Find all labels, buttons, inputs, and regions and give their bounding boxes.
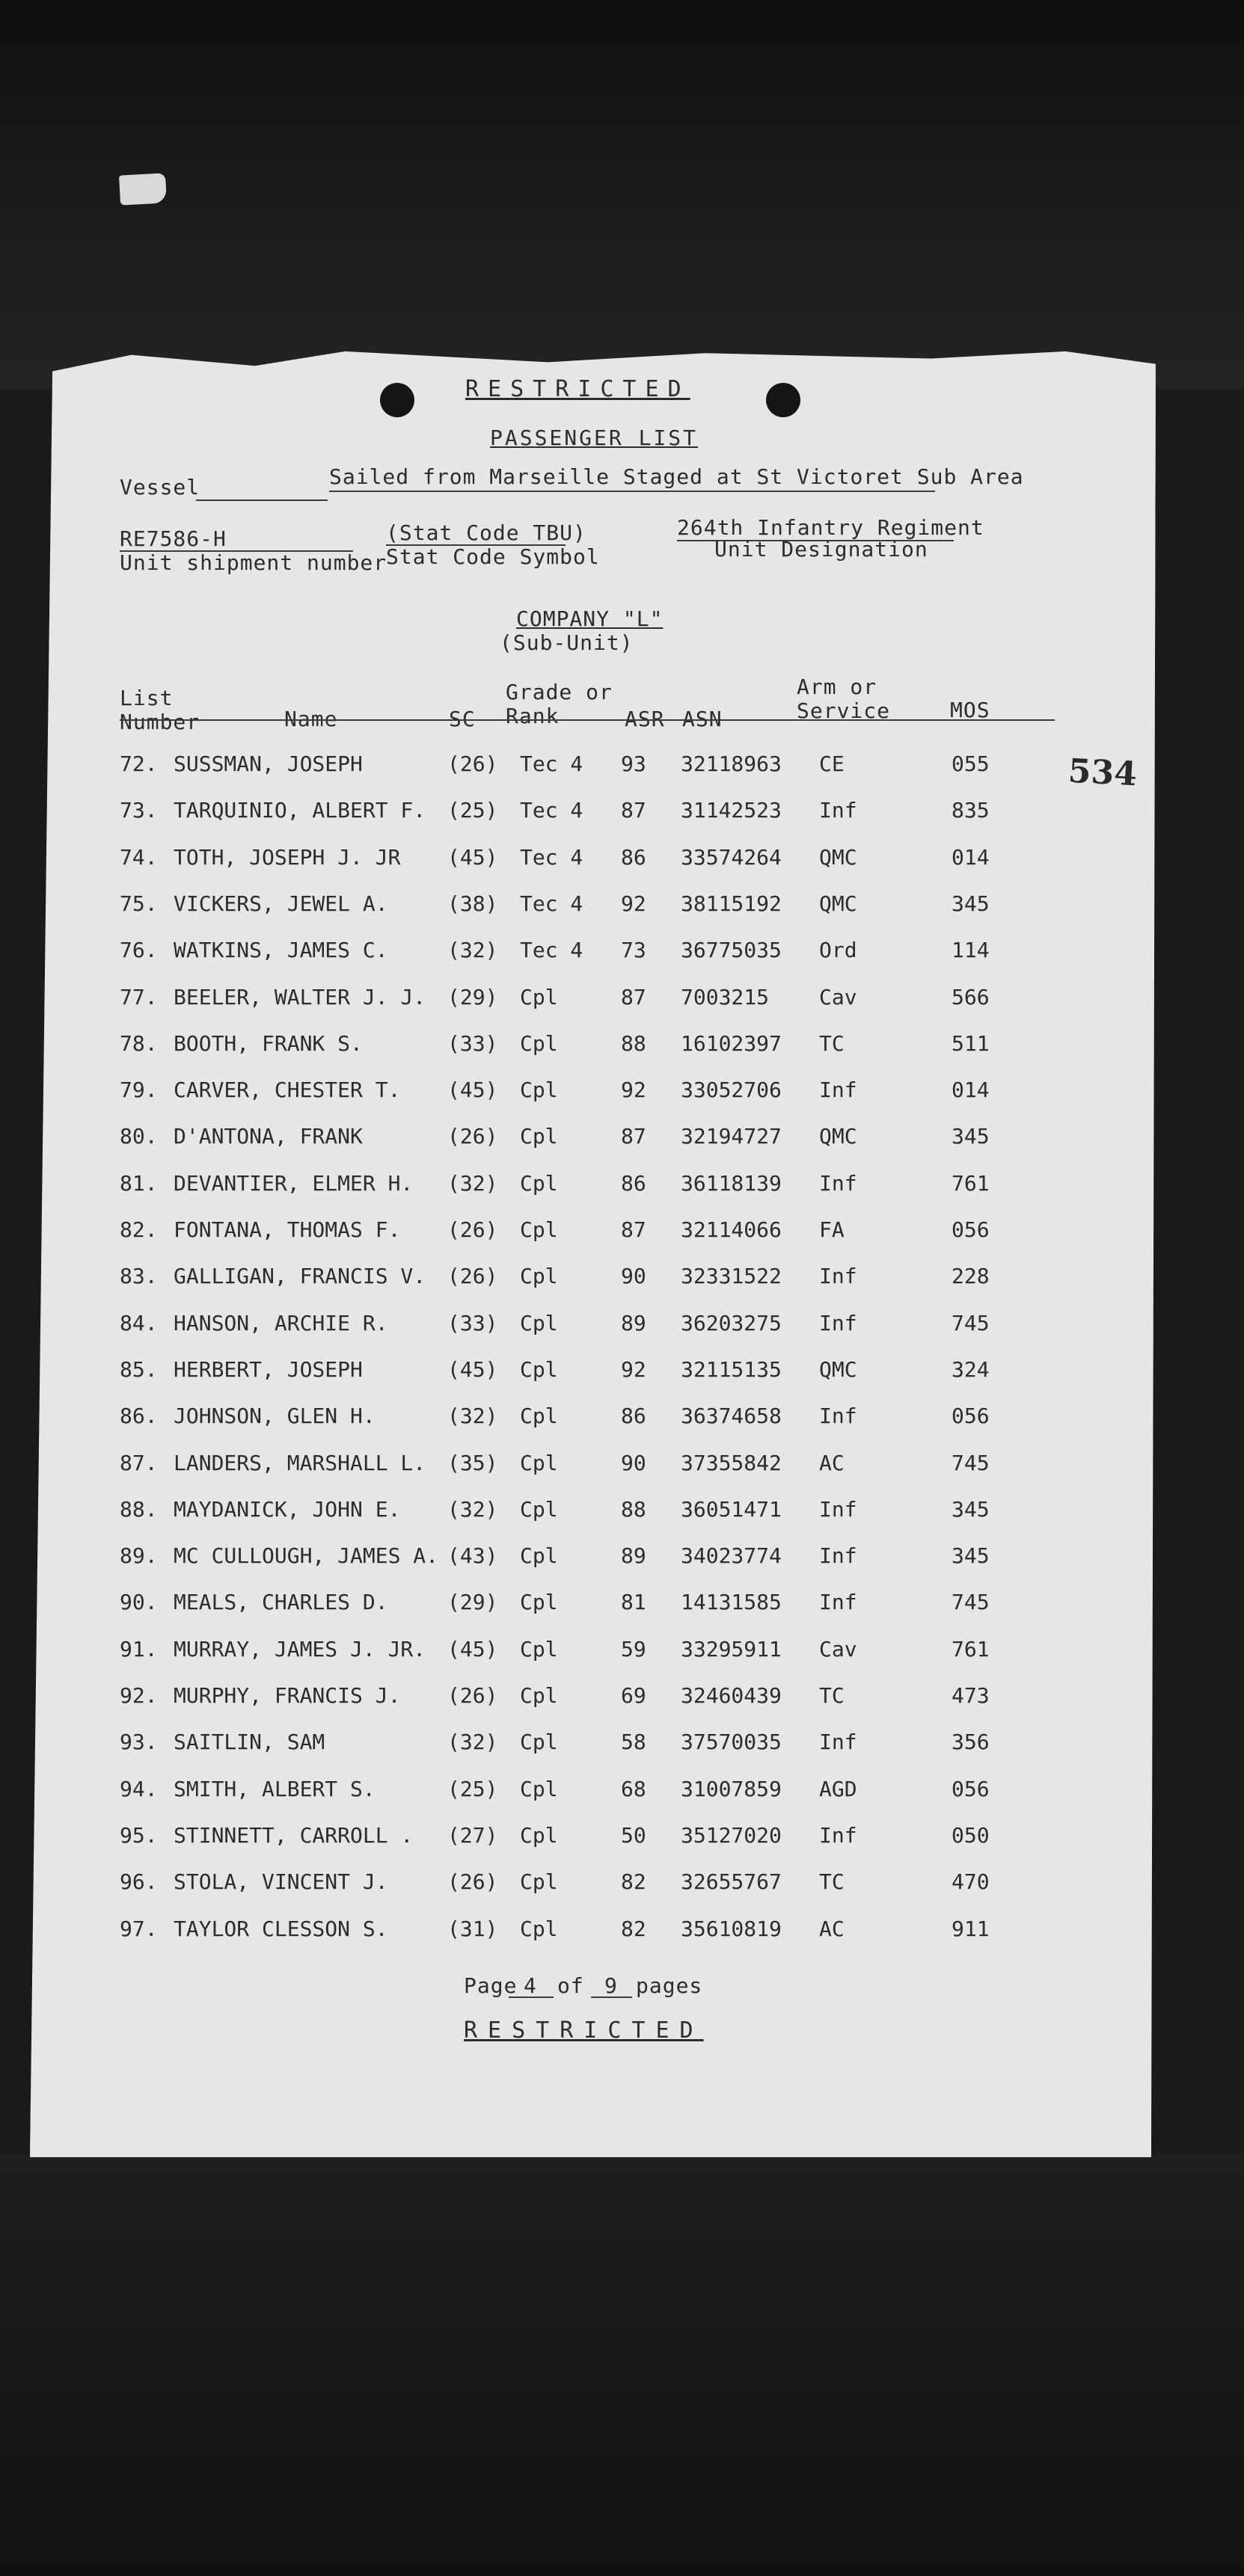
row-asr: 87 [621, 1217, 646, 1242]
row-asr: 73 [621, 938, 646, 962]
row-asn: 32460439 [681, 1683, 782, 1708]
row-grade: Cpl [520, 1683, 558, 1708]
row-asn: 32114066 [681, 1217, 782, 1242]
sailed-from-text: Sailed from Marseille Staged at St Victoret Sub Area [329, 464, 1024, 489]
row-arm-service: AGD [819, 1777, 857, 1801]
row-sc: (25) [447, 798, 498, 823]
paper-scrap [119, 173, 167, 205]
row-sc: (29) [447, 985, 498, 1009]
row-grade: Tec 4 [520, 845, 583, 870]
row-list-number: 87. [120, 1451, 158, 1475]
header-rule [120, 719, 1055, 721]
row-name: BEELER, WALTER J. J. [174, 985, 426, 1009]
row-name: DEVANTIER, ELMER H. [174, 1171, 414, 1196]
row-name: STOLA, VINCENT J. [174, 1869, 388, 1894]
row-list-number: 92. [120, 1683, 158, 1708]
row-mos: 055 [952, 751, 990, 776]
row-asn: 7003215 [681, 985, 770, 1009]
row-name: STINNETT, CARROLL . [174, 1823, 414, 1848]
row-sc: (26) [447, 751, 498, 776]
row-name: MC CULLOUGH, JAMES A. [174, 1543, 439, 1568]
row-name: MAYDANICK, JOHN E. [174, 1497, 401, 1522]
shipment-label: Unit shipment number [120, 550, 387, 575]
row-list-number: 83. [120, 1264, 158, 1288]
row-mos: 761 [952, 1637, 990, 1662]
row-grade: Cpl [520, 1637, 558, 1662]
row-arm-service: Inf [819, 1171, 857, 1196]
row-grade: Cpl [520, 1124, 558, 1149]
row-sc: (45) [447, 1357, 498, 1382]
row-arm-service: Cav [819, 985, 857, 1009]
row-list-number: 78. [120, 1031, 158, 1056]
row-grade: Cpl [520, 1590, 558, 1614]
col-list-number: List Number [120, 686, 200, 734]
row-arm-service: CE [819, 751, 845, 776]
row-asn: 36775035 [681, 938, 782, 962]
row-sc: (35) [447, 1451, 498, 1475]
row-asn: 37355842 [681, 1451, 782, 1475]
row-list-number: 72. [120, 751, 158, 776]
restricted-footer: RESTRICTED [464, 2017, 704, 2044]
row-list-number: 73. [120, 798, 158, 823]
row-asn: 31007859 [681, 1777, 782, 1801]
row-mos: 345 [952, 1497, 990, 1522]
row-list-number: 80. [120, 1124, 158, 1149]
row-grade: Tec 4 [520, 891, 583, 916]
row-grade: Cpl [520, 1869, 558, 1894]
row-sc: (26) [447, 1124, 498, 1149]
page-of: of [557, 1973, 584, 1998]
row-arm-service: TC [819, 1869, 845, 1894]
row-arm-service: Inf [819, 1730, 857, 1754]
row-name: SUSSMAN, JOSEPH [174, 751, 363, 776]
row-grade: Tec 4 [520, 938, 583, 962]
row-asr: 59 [621, 1637, 646, 1662]
punch-hole-right [766, 383, 800, 417]
row-mos: 050 [952, 1823, 990, 1848]
row-arm-service: AC [819, 1916, 845, 1941]
row-mos: 745 [952, 1311, 990, 1335]
row-grade: Cpl [520, 1311, 558, 1335]
row-arm-service: QMC [819, 1124, 857, 1149]
row-list-number: 77. [120, 985, 158, 1009]
row-asn: 14131585 [681, 1590, 782, 1614]
row-arm-service: Ord [819, 938, 857, 962]
row-name: HANSON, ARCHIE R. [174, 1311, 388, 1335]
row-name: D'ANTONA, FRANK [174, 1124, 363, 1149]
row-asr: 86 [621, 1171, 646, 1196]
row-arm-service: Inf [819, 1543, 857, 1568]
row-asn: 35127020 [681, 1823, 782, 1848]
row-grade: Cpl [520, 1357, 558, 1382]
row-list-number: 85. [120, 1357, 158, 1382]
row-asr: 90 [621, 1264, 646, 1288]
row-asn: 38115192 [681, 891, 782, 916]
row-asr: 69 [621, 1683, 646, 1708]
row-mos: 745 [952, 1451, 990, 1475]
row-grade: Cpl [520, 1264, 558, 1288]
row-list-number: 96. [120, 1869, 158, 1894]
row-list-number: 74. [120, 845, 158, 870]
row-list-number: 94. [120, 1777, 158, 1801]
company-name: COMPANY "L" [516, 606, 664, 631]
row-asr: 68 [621, 1777, 646, 1801]
row-name: VICKERS, JEWEL A. [174, 891, 388, 916]
row-name: TAYLOR CLESSON S. [174, 1916, 388, 1941]
row-sc: (33) [447, 1311, 498, 1335]
row-asn: 36051471 [681, 1497, 782, 1522]
row-asr: 93 [621, 751, 646, 776]
row-list-number: 89. [120, 1543, 158, 1568]
row-asr: 87 [621, 798, 646, 823]
row-grade: Cpl [520, 1078, 558, 1102]
col-asr: ASR [625, 707, 665, 731]
row-mos: 056 [952, 1217, 990, 1242]
row-mos: 835 [952, 798, 990, 823]
row-name: LANDERS, MARSHALL L. [174, 1451, 426, 1475]
stat-code-label: Stat Code Symbol [386, 544, 600, 569]
row-arm-service: Inf [819, 1823, 857, 1848]
row-mos: 014 [952, 845, 990, 870]
row-arm-service: AC [819, 1451, 845, 1475]
row-asn: 33052706 [681, 1078, 782, 1102]
row-sc: (32) [447, 1404, 498, 1428]
row-grade: Cpl [520, 1916, 558, 1941]
row-mos: 324 [952, 1357, 990, 1382]
row-name: GALLIGAN, FRANCIS V. [174, 1264, 426, 1288]
row-list-number: 88. [120, 1497, 158, 1522]
row-asn: 32115135 [681, 1357, 782, 1382]
row-asr: 92 [621, 1357, 646, 1382]
punch-hole-left [380, 383, 414, 417]
passenger-list-title: PASSENGER LIST [490, 425, 699, 450]
row-arm-service: FA [819, 1217, 845, 1242]
row-sc: (32) [447, 1171, 498, 1196]
row-sc: (26) [447, 1869, 498, 1894]
row-name: MURRAY, JAMES J. JR. [174, 1637, 426, 1662]
row-asr: 89 [621, 1311, 646, 1335]
row-asr: 87 [621, 1124, 646, 1149]
page-suffix: pages [636, 1973, 703, 1998]
row-asr: 50 [621, 1823, 646, 1848]
row-sc: (43) [447, 1543, 498, 1568]
row-sc: (45) [447, 1078, 498, 1102]
row-name: TARQUINIO, ALBERT F. [174, 798, 426, 823]
row-asr: 92 [621, 1078, 646, 1102]
row-asn: 31142523 [681, 798, 782, 823]
row-mos: 470 [952, 1869, 990, 1894]
row-grade: Cpl [520, 985, 558, 1009]
row-asn: 32118963 [681, 751, 782, 776]
row-arm-service: Inf [819, 1404, 857, 1428]
row-asr: 88 [621, 1497, 646, 1522]
row-name: CARVER, CHESTER T. [174, 1078, 401, 1102]
row-arm-service: Inf [819, 1264, 857, 1288]
row-asr: 89 [621, 1543, 646, 1568]
row-mos: 566 [952, 985, 990, 1009]
stamp-number: 534 [1067, 751, 1139, 794]
row-list-number: 82. [120, 1217, 158, 1242]
row-asr: 92 [621, 891, 646, 916]
row-sc: (29) [447, 1590, 498, 1614]
row-mos: 056 [952, 1404, 990, 1428]
row-grade: Cpl [520, 1543, 558, 1568]
row-asn: 35610819 [681, 1916, 782, 1941]
row-list-number: 93. [120, 1730, 158, 1754]
row-sc: (33) [447, 1031, 498, 1056]
row-grade: Cpl [520, 1451, 558, 1475]
row-sc: (26) [447, 1683, 498, 1708]
row-asn: 33295911 [681, 1637, 782, 1662]
row-arm-service: QMC [819, 891, 857, 916]
row-sc: (32) [447, 1497, 498, 1522]
row-arm-service: QMC [819, 845, 857, 870]
page-number-underline [509, 1996, 554, 1998]
row-arm-service: QMC [819, 1357, 857, 1382]
row-list-number: 84. [120, 1311, 158, 1335]
col-arm-service: Arm or Service [797, 674, 891, 723]
row-name: SAITLIN, SAM [174, 1730, 325, 1754]
row-list-number: 97. [120, 1916, 158, 1941]
row-name: BOOTH, FRANK S. [174, 1031, 363, 1056]
page-total-underline [591, 1996, 632, 1998]
row-list-number: 90. [120, 1590, 158, 1614]
row-arm-service: TC [819, 1683, 845, 1708]
row-name: WATKINS, JAMES C. [174, 938, 388, 962]
row-grade: Tec 4 [520, 798, 583, 823]
row-asr: 90 [621, 1451, 646, 1475]
row-asr: 86 [621, 845, 646, 870]
row-asn: 36118139 [681, 1171, 782, 1196]
row-grade: Cpl [520, 1497, 558, 1522]
row-asn: 34023774 [681, 1543, 782, 1568]
row-grade: Cpl [520, 1171, 558, 1196]
row-asr: 82 [621, 1916, 646, 1941]
row-asn: 33574264 [681, 845, 782, 870]
row-asr: 88 [621, 1031, 646, 1056]
row-asn: 32655767 [681, 1869, 782, 1894]
row-name: JOHNSON, GLEN H. [174, 1404, 376, 1428]
page-prefix: Page [464, 1973, 518, 1998]
row-asn: 36374658 [681, 1404, 782, 1428]
col-mos: MOS [950, 698, 990, 722]
row-mos: 228 [952, 1264, 990, 1288]
row-sc: (26) [447, 1264, 498, 1288]
film-background-bottom [0, 2154, 1244, 2576]
row-name: FONTANA, THOMAS F. [174, 1217, 401, 1242]
row-list-number: 75. [120, 891, 158, 916]
stat-code: (Stat Code TBU) [386, 520, 586, 545]
row-mos: 473 [952, 1683, 990, 1708]
row-sc: (31) [447, 1916, 498, 1941]
sub-unit-label: (Sub-Unit) [500, 630, 634, 655]
row-grade: Cpl [520, 1217, 558, 1242]
row-mos: 345 [952, 891, 990, 916]
row-grade: Cpl [520, 1823, 558, 1848]
col-sc: SC [449, 707, 476, 731]
row-mos: 056 [952, 1777, 990, 1801]
row-name: TOTH, JOSEPH J. JR [174, 845, 401, 870]
row-arm-service: Inf [819, 798, 857, 823]
sailed-underline [329, 491, 935, 492]
row-asn: 32194727 [681, 1124, 782, 1149]
row-name: MURPHY, FRANCIS J. [174, 1683, 401, 1708]
row-sc: (38) [447, 891, 498, 916]
shipment-number: RE7586-H [120, 526, 227, 551]
row-asn: 37570035 [681, 1730, 782, 1754]
row-list-number: 91. [120, 1637, 158, 1662]
row-asn: 32331522 [681, 1264, 782, 1288]
vessel-label: Vessel [120, 475, 200, 499]
row-list-number: 95. [120, 1823, 158, 1848]
row-asr: 58 [621, 1730, 646, 1754]
row-grade: Cpl [520, 1777, 558, 1801]
page-number: 4 [524, 1973, 537, 1998]
row-name: SMITH, ALBERT S. [174, 1777, 376, 1801]
row-mos: 745 [952, 1590, 990, 1614]
row-name: MEALS, CHARLES D. [174, 1590, 388, 1614]
row-mos: 511 [952, 1031, 990, 1056]
row-list-number: 86. [120, 1404, 158, 1428]
row-grade: Cpl [520, 1730, 558, 1754]
restricted-header: RESTRICTED [465, 376, 690, 402]
col-name: Name [284, 707, 338, 731]
row-arm-service: Inf [819, 1311, 857, 1335]
unit-designation: 264th Infantry Regiment [677, 515, 984, 540]
row-mos: 356 [952, 1730, 990, 1754]
row-mos: 345 [952, 1543, 990, 1568]
col-grade: Grade or Rank [506, 680, 613, 728]
row-sc: (32) [447, 938, 498, 962]
row-asr: 87 [621, 985, 646, 1009]
row-mos: 345 [952, 1124, 990, 1149]
row-grade: Cpl [520, 1404, 558, 1428]
row-grade: Cpl [520, 1031, 558, 1056]
row-arm-service: Cav [819, 1637, 857, 1662]
row-asr: 86 [621, 1404, 646, 1428]
row-arm-service: Inf [819, 1590, 857, 1614]
row-list-number: 76. [120, 938, 158, 962]
row-mos: 911 [952, 1916, 990, 1941]
row-arm-service: Inf [819, 1497, 857, 1522]
row-sc: (45) [447, 1637, 498, 1662]
row-sc: (25) [447, 1777, 498, 1801]
row-asn: 16102397 [681, 1031, 782, 1056]
row-asr: 81 [621, 1590, 646, 1614]
row-sc: (27) [447, 1823, 498, 1848]
row-asr: 82 [621, 1869, 646, 1894]
vessel-blank-line [196, 499, 328, 501]
row-arm-service: Inf [819, 1078, 857, 1102]
row-sc: (26) [447, 1217, 498, 1242]
row-mos: 014 [952, 1078, 990, 1102]
unit-designation-label: Unit Designation [714, 537, 928, 562]
row-mos: 114 [952, 938, 990, 962]
row-sc: (45) [447, 845, 498, 870]
row-mos: 761 [952, 1171, 990, 1196]
row-arm-service: TC [819, 1031, 845, 1056]
row-list-number: 79. [120, 1078, 158, 1102]
row-sc: (32) [447, 1730, 498, 1754]
col-asn: ASN [682, 707, 723, 731]
row-grade: Tec 4 [520, 751, 583, 776]
film-background-top [0, 0, 1244, 389]
page-total: 9 [604, 1973, 618, 1998]
row-list-number: 81. [120, 1171, 158, 1196]
row-asn: 36203275 [681, 1311, 782, 1335]
row-name: HERBERT, JOSEPH [174, 1357, 363, 1382]
